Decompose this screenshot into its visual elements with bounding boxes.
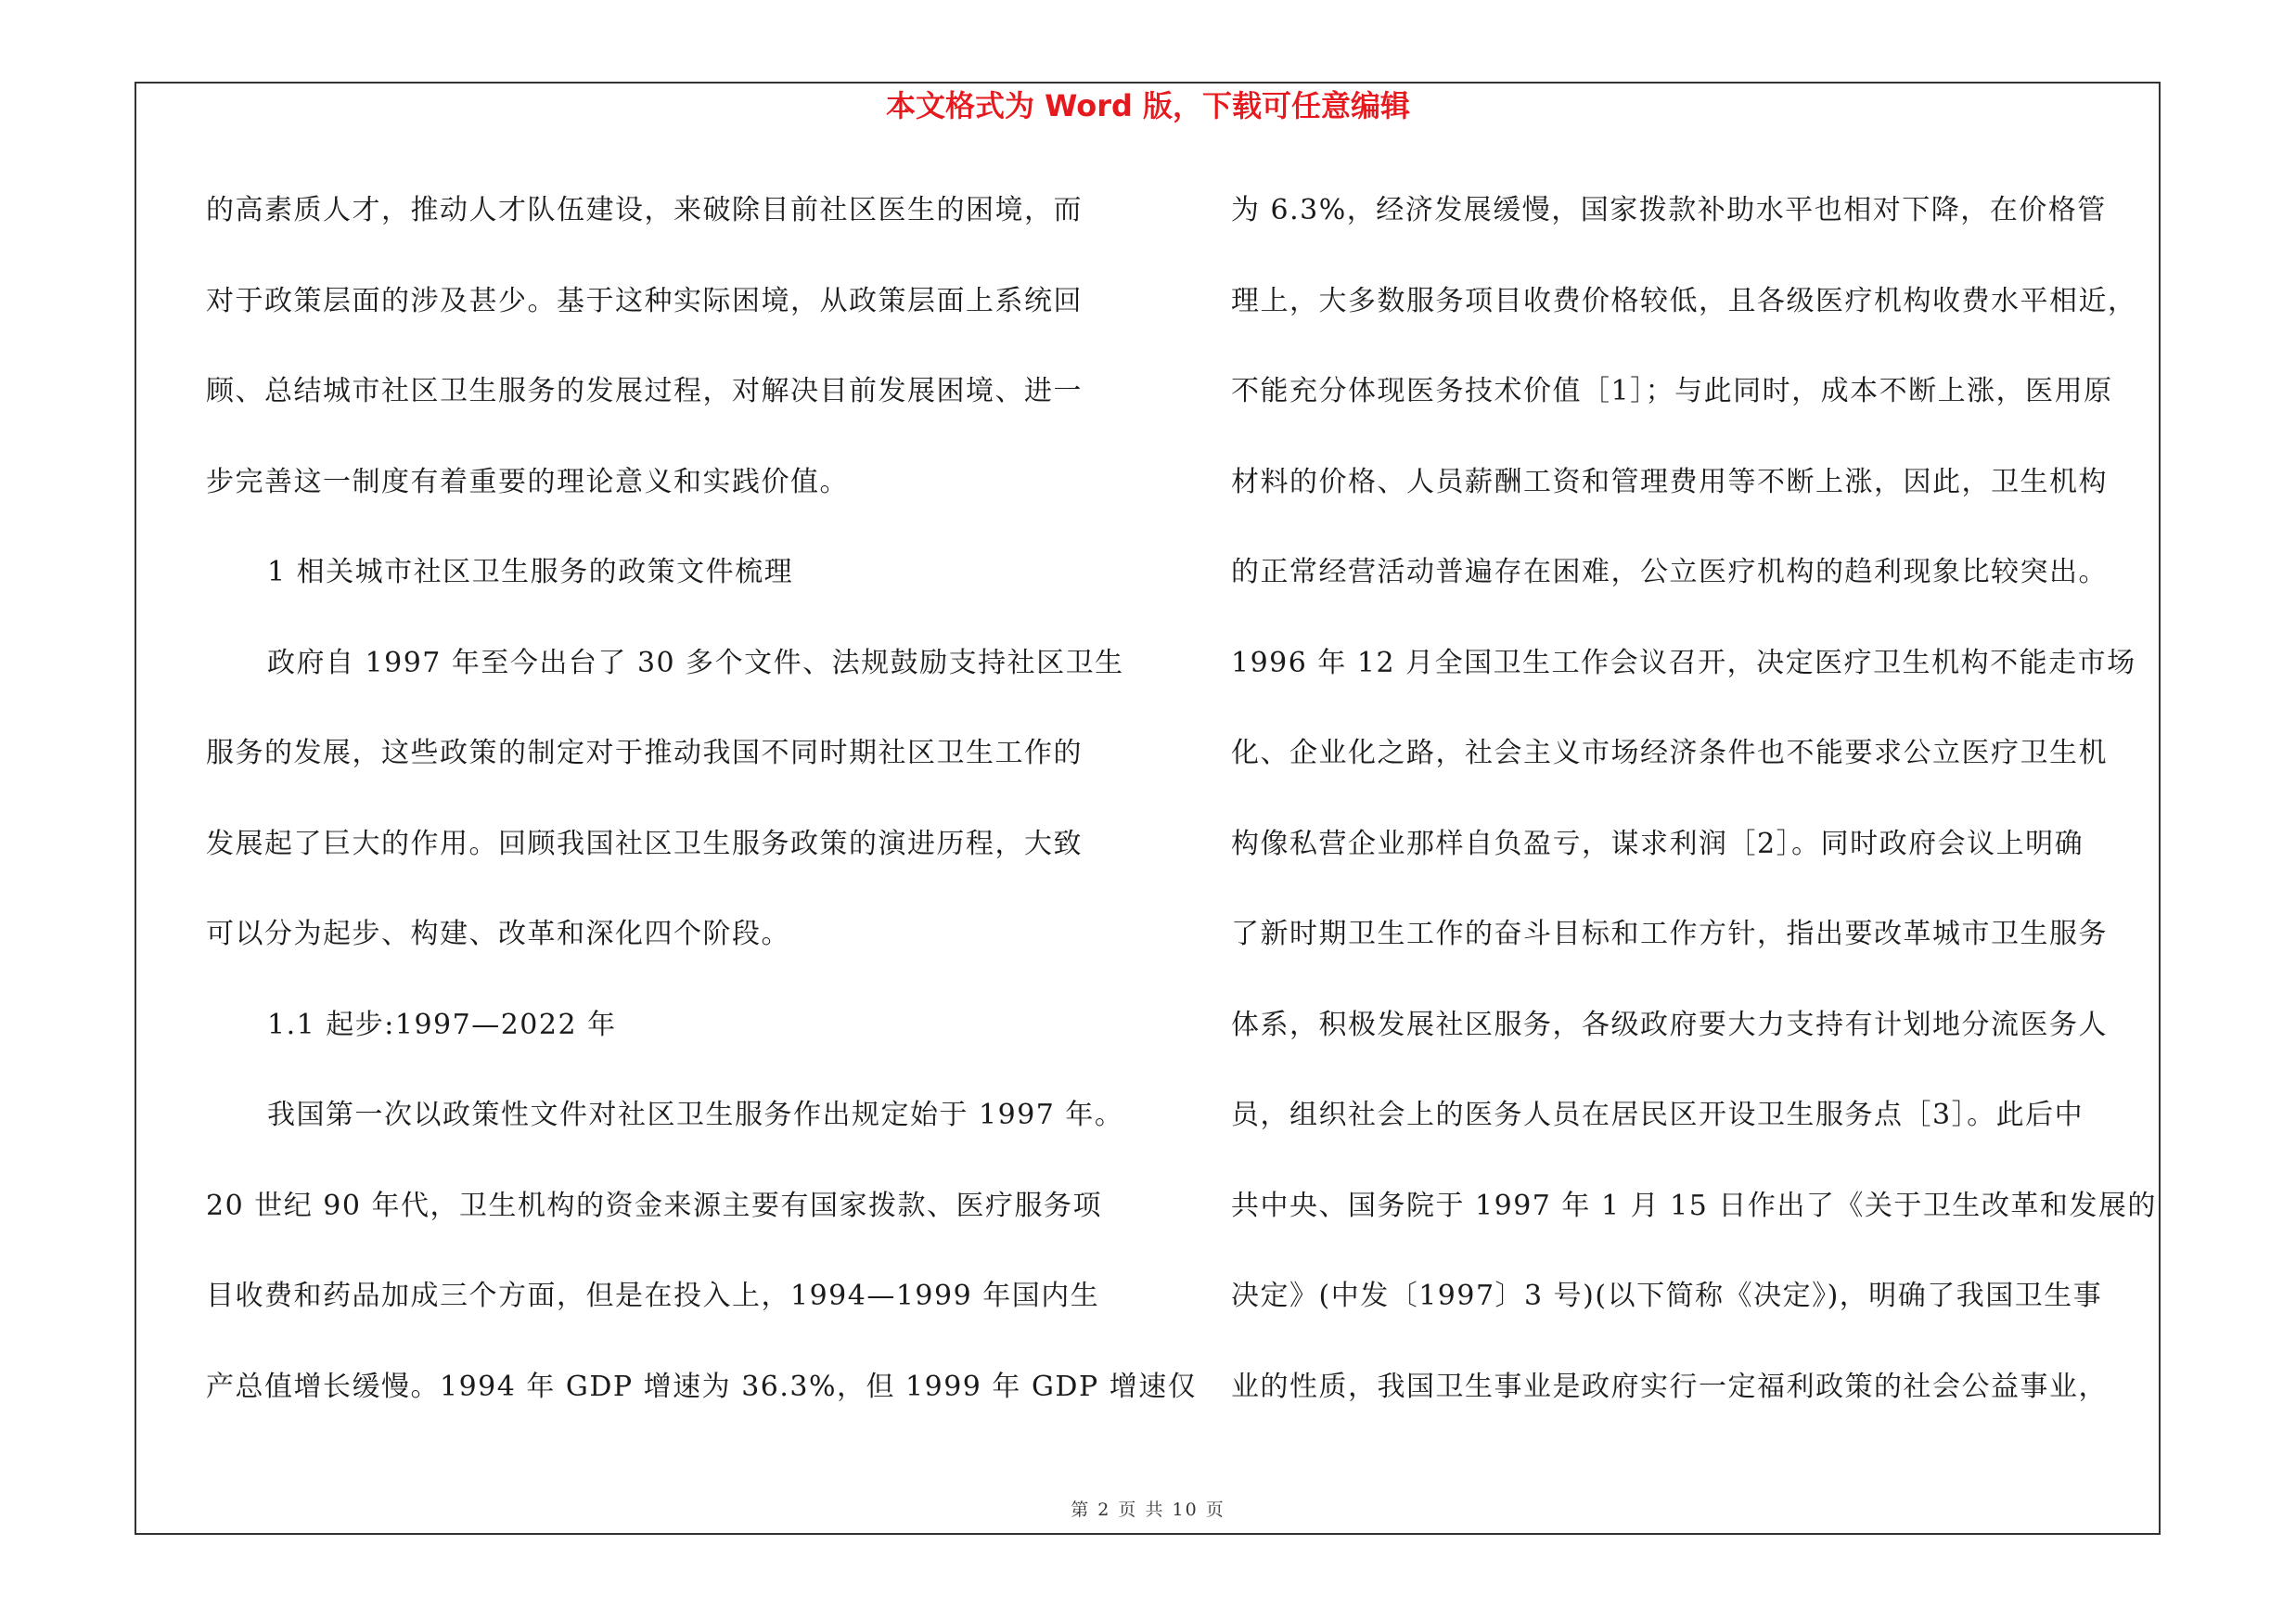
left-text-column — [206, 183, 1198, 1449]
paragraph-line: 了新时期卫生工作的奋斗目标和工作方针，指出要改革城市卫生服务 — [1231, 918, 2108, 950]
paragraph-line: 顾、总结城市社区卫生服务的发展过程，对解决目前发展困境、进一 — [206, 375, 1083, 407]
paragraph-line: 政府自 1997 年至今出台了 30 多个文件、法规鼓励支持社区卫生 — [267, 646, 1124, 679]
paragraph-line: 决定》(中发〔1997〕3 号)(以下简称《决定》)，明确了我国卫生事 — [1231, 1280, 2103, 1312]
paragraph-line: 共中央、国务院于 1997 年 1 月 15 日作出了《关于卫生改革和发展的 — [1231, 1189, 2157, 1222]
paragraph-line: 步完善这一制度有着重要的理论意义和实践价值。 — [206, 465, 849, 498]
section-heading: 1 相关城市社区卫生服务的政策文件梳理 — [267, 556, 794, 588]
paragraph-line: 业的性质，我国卫生事业是政府实行一定福利政策的社会公益事业， — [1231, 1370, 2108, 1403]
paragraph-line: 服务的发展，这些政策的制定对于推动我国不同时期社区卫生工作的 — [206, 737, 1083, 769]
paragraph-line: 我国第一次以政策性文件对社区卫生服务作出规定始于 1997 年。 — [267, 1099, 1124, 1131]
paragraph-line: 理上，大多数服务项目收费价格较低，且各级医疗机构收费水平相近， — [1231, 284, 2137, 317]
paragraph-line: 对于政策层面的涉及甚少。基于这种实际困境，从政策层面上系统回 — [206, 284, 1083, 317]
paragraph-line: 材料的价格、人员薪酬工资和管理费用等不断上涨，因此，卫生机构 — [1231, 465, 2108, 498]
paragraph-line: 为 6.3%，经济发展缓慢，国家拨款补助水平也相对下降，在价格管 — [1231, 194, 2107, 226]
subsection-heading: 1.1 起步:1997—2022 年 — [267, 1008, 617, 1041]
paragraph-line: 的正常经营活动普遍存在困难，公立医疗机构的趋利现象比较突出。 — [1231, 556, 2108, 588]
paragraph-line: 体系，积极发展社区服务，各级政府要大力支持有计划地分流医务人 — [1231, 1008, 2108, 1041]
word-format-banner: 本文格式为 Word 版，下载可任意编辑 — [885, 88, 1411, 123]
paragraph-line: 目收费和药品加成三个方面，但是在投入上，1994—1999 年国内生 — [206, 1280, 1100, 1312]
paragraph-line: 化、企业化之路，社会主义市场经济条件也不能要求公立医疗卫生机 — [1231, 737, 2108, 769]
right-text-column — [1231, 183, 2168, 1449]
paragraph-line: 产总值增长缓慢。1994 年 GDP 增速为 36.3%，但 1999 年 GDP 增速仅 — [206, 1370, 1198, 1403]
paragraph-line: 发展起了巨大的作用。回顾我国社区卫生服务政策的演进历程，大致 — [206, 827, 1083, 860]
paragraph-line: 可以分为起步、构建、改革和深化四个阶段。 — [206, 918, 790, 950]
paragraph-line: 的高素质人才，推动人才队伍建设，来破除目前社区医生的困境，而 — [206, 194, 1083, 226]
page-number-footer: 第 2 页 共 10 页 — [1071, 1500, 1225, 1520]
paragraph-line: 员，组织社会上的医务人员在居民区开设卫生服务点［3］。此后中 — [1231, 1099, 2084, 1131]
paragraph-line: 不能充分体现医务技术价值［1］；与此同时，成本不断上涨，医用原 — [1231, 375, 2113, 407]
paragraph-line: 1996 年 12 月全国卫生工作会议召开，决定医疗卫生机构不能走市场 — [1231, 646, 2136, 679]
paragraph-line: 20 世纪 90 年代，卫生机构的资金来源主要有国家拨款、医疗服务项 — [206, 1189, 1102, 1222]
paragraph-line: 构像私营企业那样自负盈亏，谋求利润［2］。同时政府会议上明确 — [1231, 827, 2084, 860]
